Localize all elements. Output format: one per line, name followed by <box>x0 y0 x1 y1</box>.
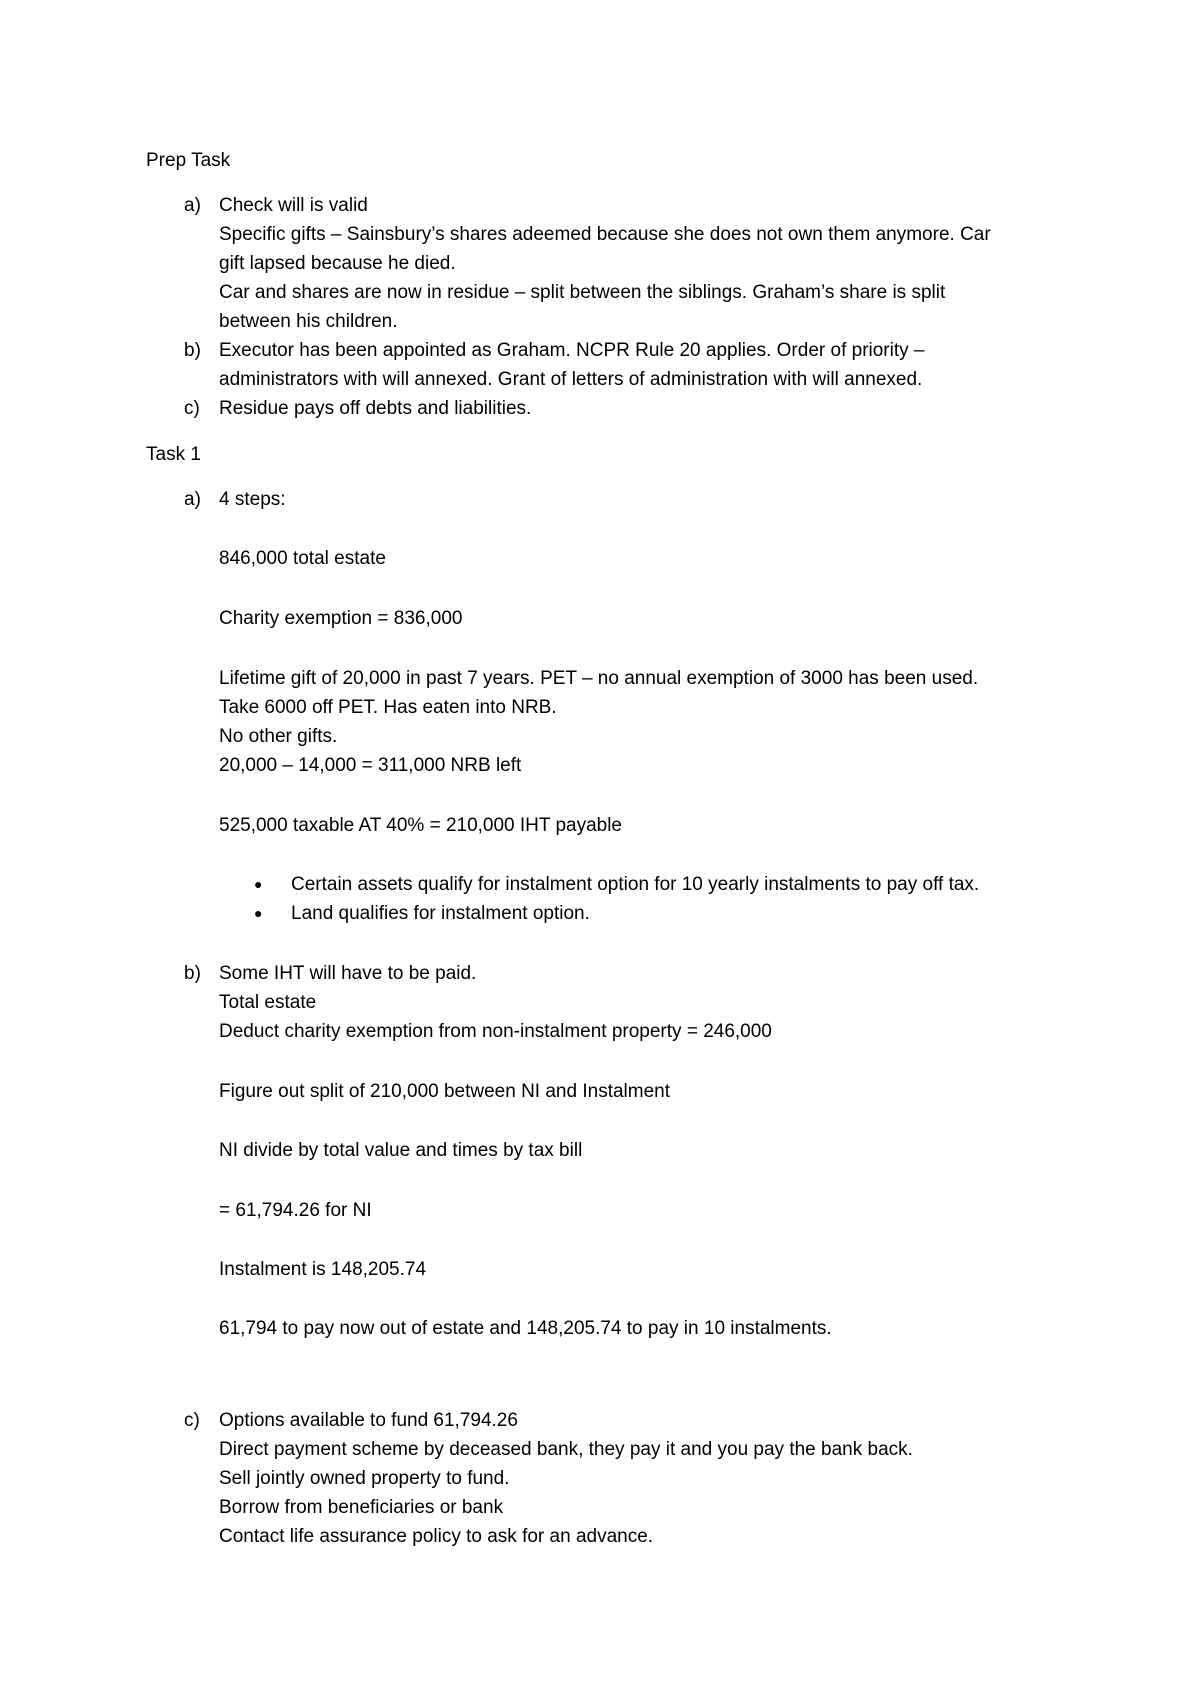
prep-item-a-label: a) <box>184 195 201 216</box>
task1-b-split: Figure out split of 210,000 between NI and Instalment <box>219 1081 670 1102</box>
task1-heading: Task 1 <box>146 444 201 465</box>
prep-c-line-1: Residue pays off debts and liabilities. <box>219 398 532 419</box>
task1-c-line-1: Options available to fund 61,794.26 <box>219 1410 518 1431</box>
bullet-dot-icon: ● <box>254 876 263 892</box>
task1-a-total-estate: 846,000 total estate <box>219 548 386 569</box>
task1-a-lifetime-1: Lifetime gift of 20,000 in past 7 years. PET – no annual exemption of 3000 has been used. <box>219 668 979 689</box>
prep-item-b-label: b) <box>184 340 201 361</box>
task1-a-taxable: 525,000 taxable AT 40% = 210,000 IHT payable <box>219 815 622 836</box>
prep-task-heading: Prep Task <box>146 150 231 171</box>
prep-a-line-2: Specific gifts – Sainsbury’s shares adeemed because she does not own them anymore. Car <box>219 224 991 245</box>
task1-a-lifetime-3: No other gifts. <box>219 726 338 747</box>
task1-a-lifetime-4: 20,000 – 14,000 = 311,000 NRB left <box>219 755 522 776</box>
task1-b-line-1: Some IHT will have to be paid. <box>219 963 477 984</box>
task1-b-instalment: Instalment is 148,205.74 <box>219 1259 427 1280</box>
task1-a-lifetime-2: Take 6000 off PET. Has eaten into NRB. <box>219 697 557 718</box>
prep-a-line-5: between his children. <box>219 311 398 332</box>
task1-b-line-3: Deduct charity exemption from non-instalment property = 246,000 <box>219 1021 772 1042</box>
prep-a-line-4: Car and shares are now in residue – split between the siblings. Graham’s share is split <box>219 282 946 303</box>
prep-b-line-2: administrators with will annexed. Grant of letters of administration with will annexed. <box>219 369 923 390</box>
task1-a-bullet-2-text: Land qualifies for instalment option. <box>291 903 590 924</box>
task1-b-divide: NI divide by total value and times by tax bill <box>219 1140 583 1161</box>
task1-item-c-label: c) <box>184 1410 200 1431</box>
prep-a-line-1: Check will is valid <box>219 195 368 216</box>
task1-c-line-5: Contact life assurance policy to ask for an advance. <box>219 1526 654 1547</box>
prep-b-line-1: Executor has been appointed as Graham. NCPR Rule 20 applies. Order of priority – <box>219 340 925 361</box>
task1-a-charity: Charity exemption = 836,000 <box>219 608 463 629</box>
task1-c-line-4: Borrow from beneficiaries or bank <box>219 1497 504 1518</box>
task1-item-a-label: a) <box>184 489 201 510</box>
prep-a-line-3: gift lapsed because he died. <box>219 253 456 274</box>
bullet-dot-icon: ● <box>254 905 263 921</box>
task1-c-line-3: Sell jointly owned property to fund. <box>219 1468 510 1489</box>
task1-b-line-2: Total estate <box>219 992 317 1013</box>
task1-item-b-label: b) <box>184 963 201 984</box>
task1-a-steps: 4 steps: <box>219 489 286 510</box>
task1-c-line-2: Direct payment scheme by deceased bank, they pay it and you pay the bank back. <box>219 1439 913 1460</box>
prep-item-c-label: c) <box>184 398 200 419</box>
task1-a-bullet-1-text: Certain assets qualify for instalment option for 10 yearly instalments to pay off tax. <box>291 874 980 895</box>
task1-b-ni: = 61,794.26 for NI <box>219 1200 372 1221</box>
task1-b-summary: 61,794 to pay now out of estate and 148,205.74 to pay in 10 instalments. <box>219 1318 832 1339</box>
